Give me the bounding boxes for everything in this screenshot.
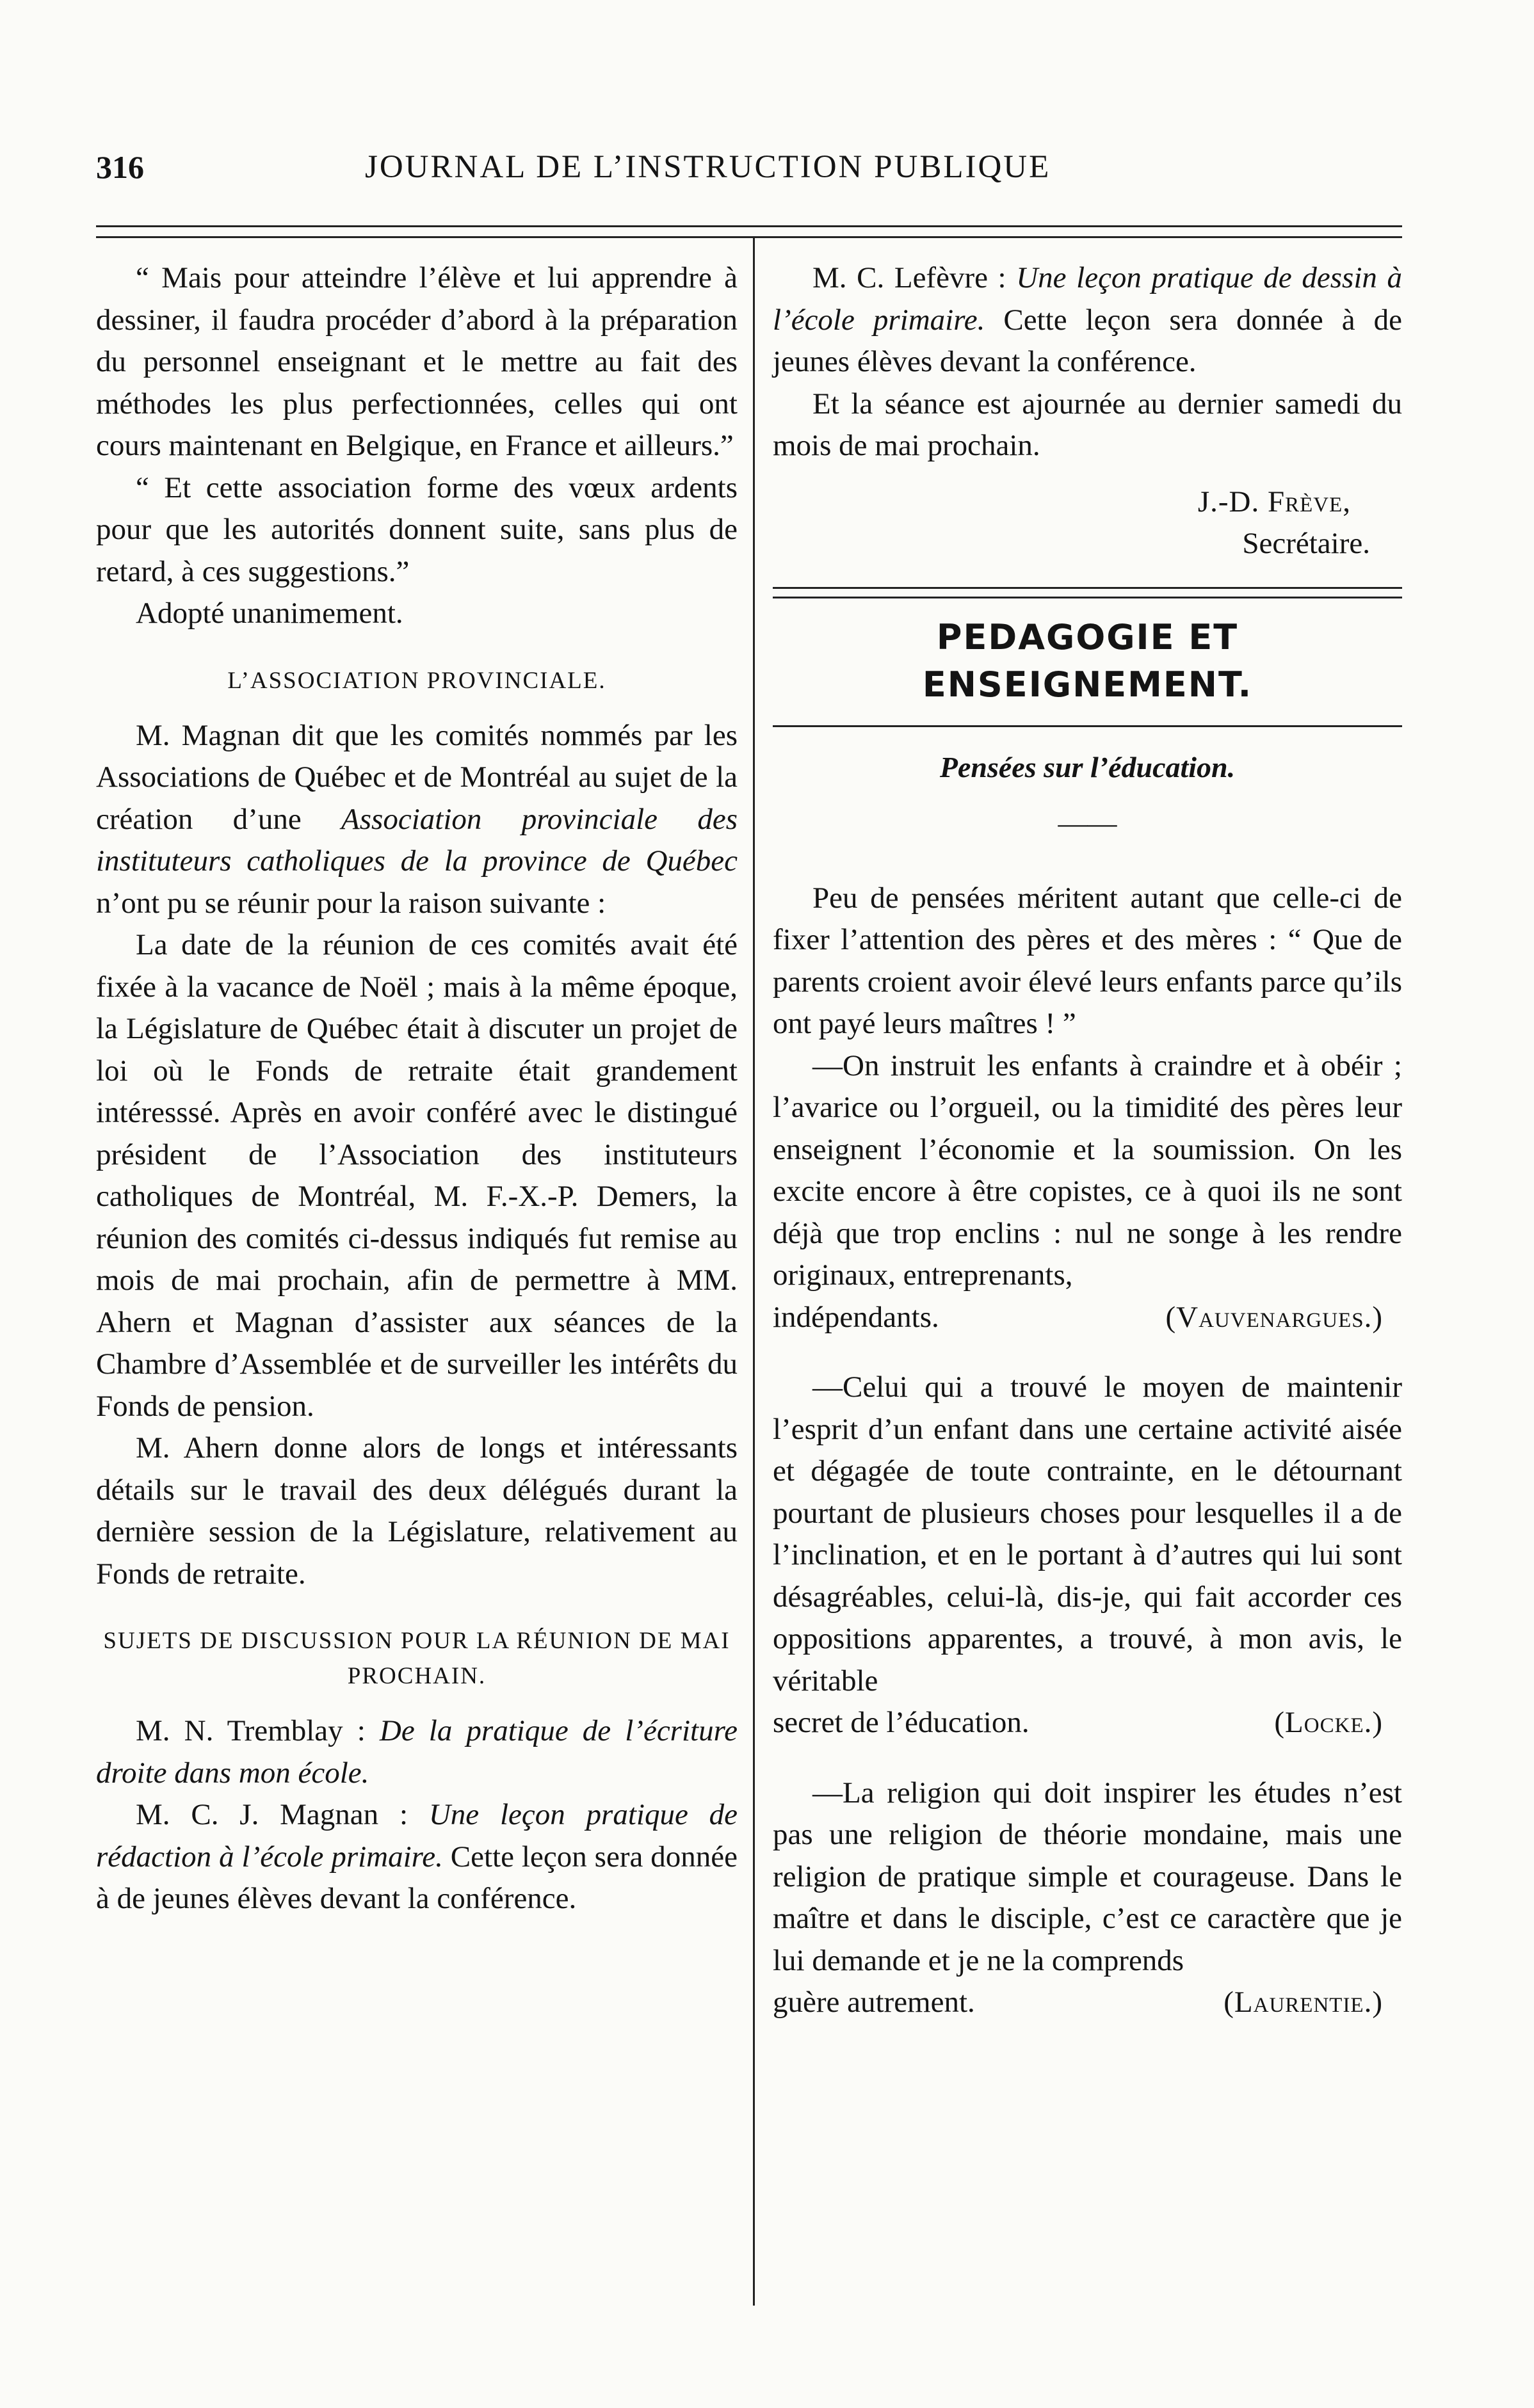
signature-name: J.-D. Frève, xyxy=(1197,485,1351,518)
thought-locke: —Celui qui a trouvé le moyen de maintenir l’esprit d’un enfant dans une certaine activité aisée et dégagée de toute contrainte, en le détournant pourtant de plusieurs choses pour lesquelles il a de l’inclination, et en le portant à d’autres qui lui sont désagréables, celui-là, dis-je, qui fait accorder ces oppositions apparentes, a trouvé, à mon avis, le véritable xyxy=(773,1370,1402,1698)
running-head xyxy=(96,148,1402,200)
thought-locke-end: secret de l’éducation. xyxy=(773,1706,1029,1739)
adopted-line: Adopté unanimement. xyxy=(136,597,403,630)
topic-tremblay-title: De la pratique de l’écriture droite dans mon école. xyxy=(96,1714,738,1790)
topic-magnan-speaker: M. C. J. Magnan : xyxy=(136,1798,429,1831)
page-number: 316 xyxy=(96,149,144,185)
association-name-italic: Association provinciale des instituteurs catholiques de la province de Québec xyxy=(96,802,738,878)
section-single-rule xyxy=(773,725,1402,727)
topic-lefevre xyxy=(773,257,1402,383)
heading-provincial-association: L’ASSOCIATION PROVINCIALE. xyxy=(227,667,606,694)
thought-vauvenargues-last-line xyxy=(773,1297,1402,1339)
thought-vauvenargues: —On instruit les enfants à craindre et à obéir ; l’avarice ou l’orgueil, ou la timidité des pères leur enseignent l’économie et la soumission. On les excite encore à être copistes, ce à quoi ils ne sont déjà que trop enclins : nul ne songe à les rendre originaux, entreprenants, xyxy=(773,1048,1402,1292)
header-double-rule xyxy=(96,225,1402,238)
article-title: Pensées sur l’éducation. xyxy=(939,750,1236,783)
thought-locke-last-line xyxy=(773,1702,1402,1744)
topic-lefevre-note: Cette leçon sera donnée à de jeunes élèves devant la conférence. xyxy=(773,303,1403,378)
attribution-vauvenargues: (Vauvenargues.) xyxy=(1165,1300,1383,1334)
attribution-locke: (Locke.) xyxy=(1274,1706,1383,1739)
resolution-quote-paragraph: “ Mais pour atteindre l’élève et lui apprendre à dessiner, il faudra procéder d’abord à la préparation du personnel enseignant et le mettre au fait des méthodes les plus perfectionnées, celles qui ont cours maintenant en Belgique, en France et ailleurs.” xyxy=(96,261,738,462)
thought-laurentie: —La religion qui doit inspirer les études n’est pas une religion de théorie mondaine, mais une religion de pratique simple et courageuse. Dans le maître et dans le disciple, c’est ce caractère que je lui demande et je ne la comprends xyxy=(773,1776,1402,1977)
journal-title: JOURNAL DE L’INSTRUCTION PUBLIQUE xyxy=(365,149,1051,185)
topic-tremblay-speaker: M. N. Tremblay : xyxy=(136,1714,380,1747)
topic-lefevre-speaker: M. C. Lefèvre : xyxy=(812,261,1017,294)
magnan-report-paragraph xyxy=(96,715,738,925)
left-column xyxy=(96,257,738,1920)
spacer xyxy=(773,1744,1402,1772)
topic-lefevre-title: Une leçon pratique de dessin à l’école primaire. xyxy=(773,261,1402,337)
column-divider xyxy=(753,238,755,2306)
heading-discussion-topics: SUJETS DE DISCUSSION POUR LA RÉUNION DE MAI PROCHAIN. xyxy=(103,1628,731,1689)
thought-parents: Peu de pensées méritent autant que celle-ci de fixer l’attention des pères et des mères : “ Que de parents croient avoir élevé leurs enfants parce qu’ils ont payé leurs maîtres ! ” xyxy=(773,881,1402,1040)
thought-laurentie-end: guère autrement. xyxy=(773,1986,975,2019)
section-double-rule xyxy=(773,587,1402,598)
spacer xyxy=(773,1338,1402,1367)
topic-magnan xyxy=(96,1794,738,1920)
topic-tremblay xyxy=(96,1710,738,1794)
magnan-report-start: M. Magnan dit que les comités nommés par les Associations de Québec et de Montréal au sujet de la création d’une xyxy=(96,718,738,836)
right-column xyxy=(773,257,1402,2024)
title-dash: —— xyxy=(1058,807,1117,839)
attribution-laurentie: (Laurentie.) xyxy=(1223,1986,1383,2019)
thought-vauvenargues-end: indépendants. xyxy=(773,1300,939,1334)
association-wish-paragraph: “ Et cette association forme des vœux ardents pour que les autorités donnent suite, sans plus de retard, à ces suggestions.” xyxy=(96,470,738,588)
adjournment-paragraph: Et la séance est ajournée au dernier samedi du mois de mai prochain. xyxy=(773,387,1402,462)
meeting-date-paragraph: La date de la réunion de ces comités avait été fixée à la vacance de Noël ; mais à la même époque, la Législature de Québec était à discuter un projet de loi où le Fonds de retraite était grandement intéresssé. Après en avoir conféré avec le distingué président de l’Association des instituteurs catholiques de Montréal, M. F.-X.-P. Demers, la réunion des comités ci-dessus indiqués fut remise au mois de mai prochain, afin de permettre à MM. Ahern et Magnan d’assister aux séances de la Chambre d’Assemblée et de surveiller les intérêts du Fonds de pension. xyxy=(96,928,738,1423)
signature-title: Secrétaire. xyxy=(1242,527,1370,560)
thought-laurentie-last-line xyxy=(773,1982,1402,2024)
topic-magnan-note: Cette leçon sera donnée à de jeunes élèves devant la conférence. xyxy=(96,1840,738,1915)
topic-magnan-title: Une leçon pratique de rédaction à l’école primaire. xyxy=(96,1798,738,1874)
magnan-report-end: n’ont pu se réunir pour la raison suivante : xyxy=(96,886,606,920)
ahern-paragraph: M. Ahern donne alors de longs et intéressants détails sur le travail des deux délégués durant la dernière session de la Législature, relativement au Fonds de retraite. xyxy=(96,1431,738,1591)
section-heading-pedagogie: PEDAGOGIE ET ENSEIGNEMENT. xyxy=(922,616,1253,705)
